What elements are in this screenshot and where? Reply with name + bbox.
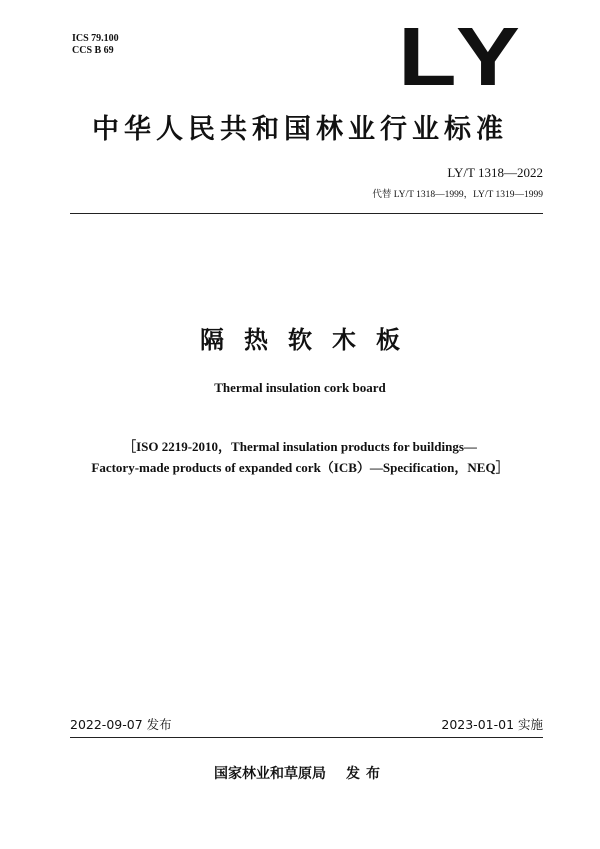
- ics-code: ICS 79.100: [72, 33, 119, 44]
- bottom-divider: [70, 737, 543, 738]
- ly-logo: LY: [398, 10, 528, 103]
- issuing-authority: 国家林业和草原局: [214, 766, 326, 782]
- implementation-date: 2023-01-01 实施: [441, 717, 543, 732]
- iso-reference-line-1: ［ISO 2219-2010，Thermal insulation products for buildings—: [123, 439, 477, 454]
- document-title-cn: 隔热软木板: [200, 326, 420, 354]
- document-title-en: Thermal insulation cork board: [214, 380, 386, 395]
- publish-label: 发布: [346, 766, 386, 782]
- classification-codes: [72, 33, 119, 57]
- ccs-code: CCS B 69: [72, 45, 114, 56]
- standard-number: LY/T 1318—2022: [447, 165, 543, 180]
- top-divider: [70, 213, 543, 214]
- replaces-standards: 代替 LY/T 1318—1999，LY/T 1319—1999: [372, 190, 543, 200]
- standard-category-title: 中华人民共和国林业行业标准: [92, 114, 508, 145]
- iso-reference: [0, 436, 600, 478]
- issue-date: 2022-09-07 发布: [70, 717, 172, 732]
- iso-reference-line-2: Factory-made products of expanded cork（ICB）—Specification，NEQ］: [91, 460, 509, 475]
- publisher: [0, 763, 600, 783]
